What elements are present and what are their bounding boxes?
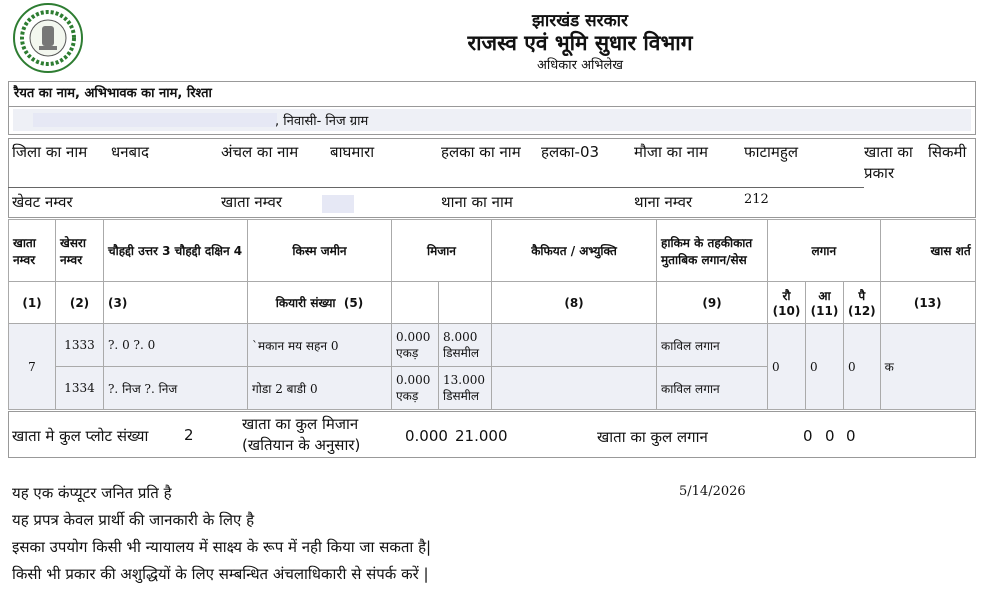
raiyat-section <box>8 81 976 135</box>
col-mizan: मिजान <box>392 220 492 282</box>
kism-cell: `मकान मय सहन 0 <box>248 324 392 367</box>
footer-line-2: यह प्रपत्र केवल प्रार्थी की जानकारी के लिए है <box>12 511 255 529</box>
khata-no-label: खाता नम्वर <box>221 193 283 211</box>
sub-mizan-b <box>439 282 492 324</box>
redacted-khata-no <box>322 195 354 213</box>
area-acre-cell: 0.000 एकड़ <box>392 324 439 367</box>
table-subheader-row <box>9 282 976 324</box>
aa-cell: 0 <box>806 324 844 410</box>
plot-count-label: खाता मे कुल प्लोट संख्या <box>12 427 149 445</box>
sub-aa-label: आ <box>818 289 831 303</box>
lagan-type-cell: काविल लगान <box>657 324 768 367</box>
total-mizan-label: खाता का कुल मिजान <box>242 415 359 433</box>
col-chauhaddi: चौहद्दी उत्तर 3 चौहद्दी दक्षिन 4 <box>104 220 248 282</box>
thana-no-value: 212 <box>744 192 769 207</box>
kaifiyat-cell <box>492 367 657 410</box>
area-decimal-cell: 13.000 डिसमील <box>439 367 492 410</box>
kaifiyat-cell <box>492 324 657 367</box>
total-lagan-label: खाता का कुल लगान <box>597 428 708 446</box>
halka-label: हलका का नाम <box>441 143 521 161</box>
footer-line-3: इसका उपयोग किसी भी न्यायालय में साक्ष्य के रूप में नही किया जा सकता है| <box>12 538 432 556</box>
ro-cell: 0 <box>768 324 806 410</box>
sub-ro <box>768 282 806 324</box>
sub-pai <box>844 282 881 324</box>
sub-pai-label: पै <box>858 289 866 303</box>
col-khesra: खेसरा नम्वर <box>56 220 104 282</box>
sub-kiyari-label: कियारी संख्या <box>275 296 336 310</box>
total-mizan-sublabel: (खतियान के अनुसार) <box>242 436 361 454</box>
total-decimal: 21.000 <box>455 427 508 445</box>
total-acre: 0.000 <box>405 427 448 445</box>
plot-count-value: 2 <box>184 426 194 444</box>
thana-no-label: थाना नम्वर <box>634 193 693 211</box>
khesra-cell: 1333 <box>56 324 104 367</box>
lagan-type-cell: काविल लगान <box>657 367 768 410</box>
sub-c1: (1) <box>9 282 56 324</box>
sub-c9: (9) <box>657 282 768 324</box>
raiyat-row <box>13 109 971 131</box>
sub-c12: (12) <box>848 304 876 318</box>
jharkhand-emblem-logo <box>12 2 84 74</box>
thana-name-label: थाना का नाम <box>441 193 513 211</box>
halka-value: हलका-03 <box>541 143 600 161</box>
col-hakim: हाकिम के तहकीकात मुताबिक लगान/सेस <box>657 220 768 282</box>
total-lagan-ro: 0 <box>803 427 813 445</box>
raiyat-heading: रैयत का नाम, अभिभावक का नाम, रिश्ता <box>9 82 975 107</box>
khatiyan-table <box>8 219 976 410</box>
col-kism: किस्म जमीन <box>248 220 392 282</box>
sub-aa <box>806 282 844 324</box>
col-lagan: लगान <box>768 220 881 282</box>
district-label: जिला का नाम <box>12 143 88 161</box>
kism-cell: गोडा 2 बाडी 0 <box>248 367 392 410</box>
khata-type-value: सिकमी <box>928 143 967 161</box>
raiyat-residence: , निवासी- निज ग्राम <box>275 114 369 129</box>
chauhaddi-cell: ?. निज ?. निज <box>104 367 248 410</box>
khesra-cell: 1334 <box>56 367 104 410</box>
sub-ro-label: रौ <box>782 289 791 303</box>
sub-mizan-a <box>392 282 439 324</box>
total-lagan-aa: 0 <box>825 427 835 445</box>
mauza-label: मौजा का नाम <box>634 143 708 161</box>
total-lagan-pai: 0 <box>846 427 856 445</box>
sub-c2: (2) <box>56 282 104 324</box>
sub-c3: (3) <box>104 282 248 324</box>
print-date: 5/14/2026 <box>679 484 746 499</box>
pai-cell: 0 <box>844 324 881 410</box>
redacted-name <box>33 113 277 127</box>
info-divider <box>8 187 864 188</box>
footer-line-1: यह एक कंप्यूटर जनित प्रति है <box>12 484 172 502</box>
chauhaddi-cell: ?. 0 ?. 0 <box>104 324 248 367</box>
sub-kiyari <box>248 282 392 324</box>
khewat-label: खेवट नम्वर <box>12 193 73 211</box>
district-value: धनबाद <box>111 143 149 161</box>
col-khata: खाता नम्वर <box>9 220 56 282</box>
col-khas: खास शर्त <box>880 220 975 282</box>
area-acre-cell: 0.000 एकड़ <box>392 367 439 410</box>
khata-type-label: खाता का प्रकार <box>864 143 913 182</box>
table-header-row <box>9 220 976 282</box>
mauza-value: फाटामहुल <box>744 143 799 161</box>
area-decimal-cell: 8.000 डिसमील <box>439 324 492 367</box>
col-kaifiyat: कैफियत / अभ्युक्ति <box>492 220 657 282</box>
department-title: राजस्व एवं भूमि सुधार विभाग <box>467 30 693 55</box>
sub-c11: (11) <box>810 304 839 318</box>
sub-c5: (5) <box>343 296 364 310</box>
table-row <box>9 324 976 367</box>
khas-cell: क <box>880 324 975 410</box>
circle-label: अंचल का नाम <box>221 143 299 161</box>
record-title: अधिकार अभिलेख <box>537 58 623 73</box>
sub-c13: (13) <box>880 282 975 324</box>
sub-c10: (10) <box>772 304 801 318</box>
footer-line-4: किसी भी प्रकार की अशुद्धियों के लिए सम्बन्धित अंचलाधिकारी से संपर्क करें | <box>12 565 429 583</box>
state-title: झारखंड सरकार <box>532 11 628 31</box>
sub-c8: (8) <box>492 282 657 324</box>
khata-no-cell: 7 <box>9 324 56 410</box>
circle-value: बाघमारा <box>330 143 375 161</box>
